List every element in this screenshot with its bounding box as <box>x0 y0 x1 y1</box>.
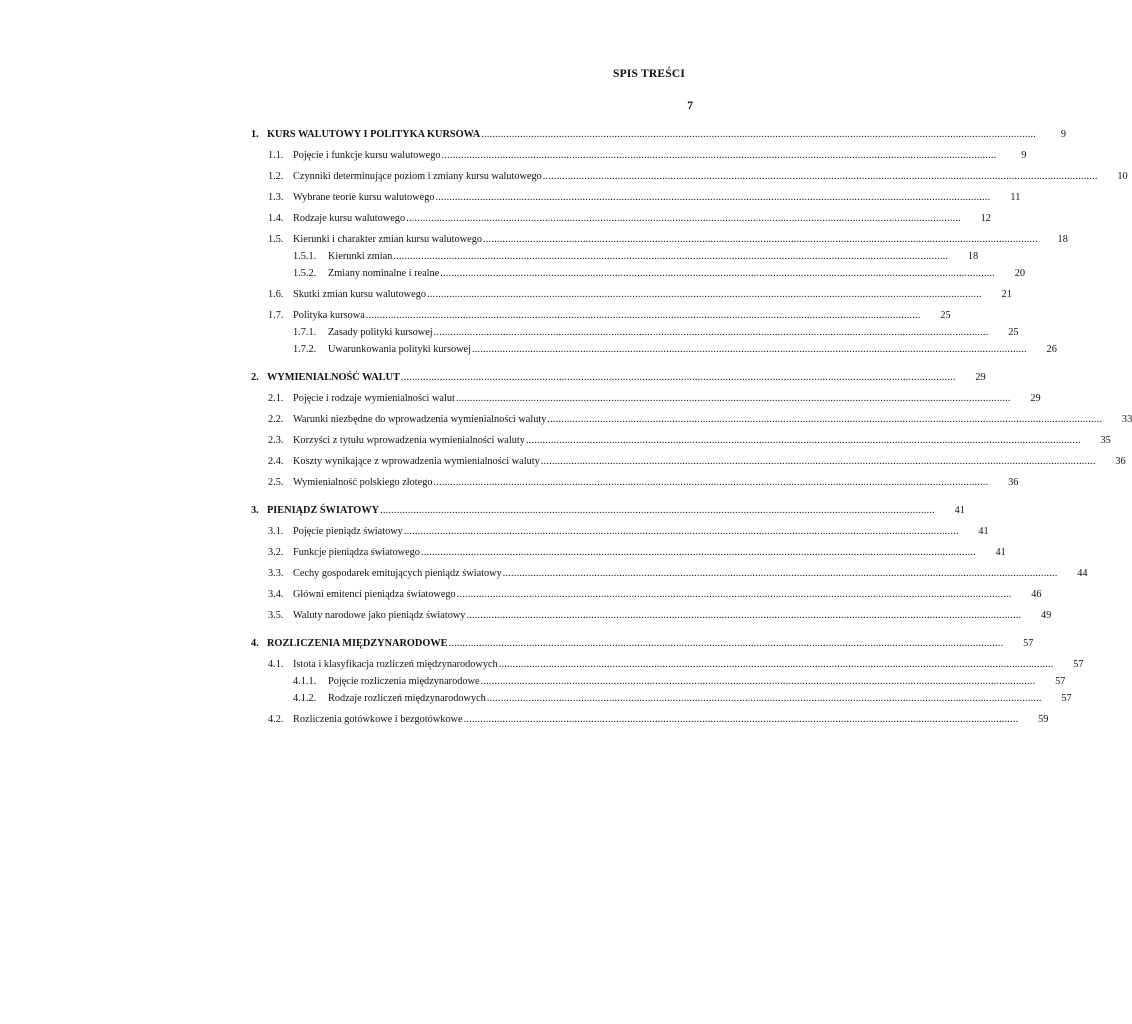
toc-entry-number: 1.5.1. <box>293 251 317 262</box>
toc-chapter-row[interactable] <box>251 369 986 386</box>
toc-entry-page: 29 <box>1030 393 1041 404</box>
toc-section-row[interactable] <box>251 432 1111 449</box>
toc-section-row[interactable] <box>251 711 1049 728</box>
dot-leader <box>440 265 995 282</box>
dot-leader <box>449 635 1004 652</box>
toc-subsection-row[interactable] <box>251 673 1066 690</box>
toc-entry-page: 57 <box>1061 693 1072 704</box>
dot-leader <box>487 690 1042 707</box>
toc-entry-label: PIENIĄDZ ŚWIATOWY <box>267 505 380 516</box>
toc-section-row[interactable] <box>251 586 1042 603</box>
dot-leader <box>543 168 1098 185</box>
toc-subsection-row[interactable] <box>251 324 1019 341</box>
toc-entry-label: Skutki zmian kursu walutowego <box>293 289 426 300</box>
toc-entry-label: Istota i klasyfikacja rozliczeń międzynarodowych <box>293 659 498 670</box>
toc-entry-label: WYMIENIALNOŚĆ WALUT <box>267 372 400 383</box>
toc-entry-label: Pojęcie i funkcje kursu walutowego <box>293 150 441 161</box>
toc-entry-label: ROZLICZENIA MIĘDZYNARODOWE <box>267 638 448 649</box>
toc-section-row[interactable] <box>251 453 1126 470</box>
toc-entry-label: Zmiany nominalne i realne <box>328 268 440 279</box>
dot-leader <box>406 210 961 227</box>
dot-leader <box>472 341 1027 358</box>
toc-chapter-block <box>251 635 1084 728</box>
toc-entry-number: 1.2. <box>268 171 284 182</box>
toc-entry-page: 33 <box>1121 414 1132 425</box>
toc-entry-page: 59 <box>1038 714 1049 725</box>
dot-leader <box>434 324 989 341</box>
toc-section-row[interactable] <box>251 523 989 540</box>
toc-section-row[interactable] <box>251 231 1068 248</box>
toc-entry-page: 18 <box>967 251 979 262</box>
page-title: SPIS TREŚCI <box>613 68 685 80</box>
toc-entry-page: 36 <box>1115 456 1126 467</box>
dot-leader <box>401 369 956 386</box>
dot-leader <box>404 523 959 540</box>
toc-section-row[interactable] <box>251 656 1084 673</box>
dot-leader <box>456 390 1011 407</box>
toc-entry-page: 11 <box>1010 192 1021 203</box>
toc-entry-number: 4. <box>251 638 259 649</box>
toc-entry-label: Polityka kursowa <box>293 310 365 321</box>
toc-section-row[interactable] <box>251 168 1128 185</box>
toc-entry-page: 10 <box>1117 171 1128 182</box>
toc-entry-page: 41 <box>954 505 965 516</box>
dot-leader <box>366 307 921 324</box>
toc-entry-label: Korzyści z tytułu wprowadzenia wymienialności waluty <box>293 435 525 446</box>
table-of-contents <box>251 126 1132 739</box>
toc-entry-page: 29 <box>975 372 986 383</box>
toc-entry-page: 25 <box>940 310 951 321</box>
toc-entry-number: 2.2. <box>268 414 284 425</box>
toc-entry-page: 25 <box>1008 327 1019 338</box>
dot-leader <box>481 673 1036 690</box>
toc-entry-number: 3. <box>251 505 259 516</box>
toc-chapter-row[interactable] <box>251 502 965 519</box>
dot-leader <box>434 474 989 491</box>
toc-entry-label: Pojęcie rozliczenia międzynarodowe <box>328 676 480 687</box>
toc-entry-page: 21 <box>1001 289 1012 300</box>
toc-entry-number: 3.1. <box>268 526 284 537</box>
toc-entry-number: 1.5. <box>268 234 284 245</box>
toc-section-row[interactable] <box>251 210 991 227</box>
toc-entry-page: 44 <box>1077 568 1088 579</box>
toc-entry-number: 1.7. <box>268 310 284 321</box>
toc-entry-page: 49 <box>1041 610 1052 621</box>
toc-entry-label: Rozliczenia gotówkowe i bezgotówkowe <box>293 714 463 725</box>
toc-chapter-row[interactable] <box>251 126 1067 143</box>
toc-entry-page: 41 <box>995 547 1006 558</box>
dot-leader <box>421 544 976 561</box>
toc-subsection-row[interactable] <box>251 265 1026 282</box>
dot-leader <box>526 432 1081 449</box>
toc-entry-page: 9 <box>1021 150 1027 161</box>
toc-entry-number: 3.2. <box>268 547 284 558</box>
toc-entry-label: Cechy gospodarek emitujących pieniądz światowy <box>293 568 502 579</box>
toc-subsection-row[interactable] <box>251 248 979 265</box>
dot-leader <box>436 189 991 206</box>
toc-entry-number: 1.6. <box>268 289 284 300</box>
toc-entry-page: 35 <box>1100 435 1111 446</box>
toc-entry-number: 1.7.2. <box>293 344 317 355</box>
toc-entry-number: 2.5. <box>268 477 284 488</box>
dot-leader <box>380 502 935 519</box>
toc-entry-number: 3.4. <box>268 589 284 600</box>
toc-entry-page: 57 <box>1055 676 1066 687</box>
toc-entry-number: 1.4. <box>268 213 284 224</box>
toc-entry-label: Zasady polityki kursowej <box>328 327 433 338</box>
toc-chapter-block <box>251 502 1088 624</box>
toc-entry-number: 2.3. <box>268 435 284 446</box>
dot-leader <box>393 248 948 265</box>
toc-entry-page: 46 <box>1031 589 1042 600</box>
dot-leader <box>483 231 1038 248</box>
toc-entry-label: Główni emitenci pieniądza światowego <box>293 589 456 600</box>
toc-entry-label: Kierunki i charakter zmian kursu walutowego <box>293 234 482 245</box>
dot-leader <box>503 565 1058 582</box>
toc-section-row[interactable] <box>251 189 1021 206</box>
toc-entry-number: 4.1. <box>268 659 284 670</box>
toc-entry-page: 18 <box>1057 234 1068 245</box>
toc-entry-page: 36 <box>1008 477 1019 488</box>
toc-entry-label: Rodzaje rozliczeń międzynarodowych <box>328 693 486 704</box>
toc-entry-number: 2.1. <box>268 393 284 404</box>
toc-section-row[interactable] <box>251 390 1041 407</box>
toc-section-row[interactable] <box>251 474 1019 491</box>
dot-leader <box>442 147 997 164</box>
toc-entry-label: Pojęcie pieniądz światowy <box>293 526 403 537</box>
page-number: 7 <box>687 100 693 112</box>
toc-entry-page: 9 <box>1060 129 1067 140</box>
toc-entry-label: Kierunki zmian <box>328 251 393 262</box>
toc-entry-page: 57 <box>1023 638 1034 649</box>
dot-leader <box>541 453 1096 470</box>
toc-entry-label: Czynniki determinujące poziom i zmiany kursu walutowego <box>293 171 542 182</box>
toc-entry-label: Funkcje pieniądza światowego <box>293 547 420 558</box>
toc-entry-number: 2.4. <box>268 456 284 467</box>
toc-entry-label: Uwarunkowania polityki kursowej <box>328 344 471 355</box>
toc-entry-page: 20 <box>1014 268 1026 279</box>
toc-section-row[interactable] <box>251 147 1027 164</box>
toc-entry-label: Koszty wynikające z wprowadzenia wymienialności waluty <box>293 456 540 467</box>
toc-entry-number: 3.5. <box>268 610 284 621</box>
toc-entry-label: Waluty narodowe jako pieniądz światowy <box>293 610 466 621</box>
toc-section-row[interactable] <box>251 411 1132 428</box>
toc-section-row[interactable] <box>251 286 1012 303</box>
dot-leader <box>464 711 1019 728</box>
toc-entry-number: 1.3. <box>268 192 284 203</box>
toc-entry-page: 12 <box>980 213 991 224</box>
dot-leader <box>547 411 1102 428</box>
toc-entry-page: 41 <box>978 526 989 537</box>
toc-entry-page: 26 <box>1046 344 1057 355</box>
toc-chapter-block <box>251 126 1128 358</box>
toc-entry-number: 2. <box>251 372 259 383</box>
toc-chapter-block <box>251 369 1132 491</box>
toc-entry-number: 3.3. <box>268 568 284 579</box>
toc-chapter-row[interactable] <box>251 635 1034 652</box>
toc-entry-number: 4.2. <box>268 714 284 725</box>
toc-entry-label: Warunki niezbędne do wprowadzenia wymienialności waluty <box>293 414 547 425</box>
toc-section-row[interactable] <box>251 307 951 324</box>
toc-entry-label: Wybrane teorie kursu walutowego <box>293 192 435 203</box>
toc-subsection-row[interactable] <box>251 690 1072 707</box>
toc-entry-number: 1.7.1. <box>293 327 317 338</box>
toc-entry-label: Pojęcie i rodzaje wymienialności walut <box>293 393 455 404</box>
toc-section-row[interactable] <box>251 544 1006 561</box>
toc-entry-number: 4.1.2. <box>293 693 317 704</box>
toc-entry-number: 4.1.1. <box>293 676 317 687</box>
toc-entry-number: 1.5.2. <box>293 268 317 279</box>
dot-leader <box>427 286 982 303</box>
toc-subsection-row[interactable] <box>251 341 1057 358</box>
toc-section-row[interactable] <box>251 607 1052 624</box>
toc-entry-label: Rodzaje kursu walutowego <box>293 213 406 224</box>
dot-leader <box>499 656 1054 673</box>
toc-entry-number: 1.1. <box>268 150 284 161</box>
toc-entry-label: Wymienialność polskiego złotego <box>293 477 433 488</box>
toc-entry-label: KURS WALUTOWY I POLITYKA KURSOWA <box>267 129 481 140</box>
toc-entry-page: 57 <box>1073 659 1084 670</box>
dot-leader <box>466 607 1021 624</box>
toc-entry-number: 1. <box>251 129 259 140</box>
dot-leader <box>481 126 1036 143</box>
toc-section-row[interactable] <box>251 565 1088 582</box>
dot-leader <box>457 586 1012 603</box>
